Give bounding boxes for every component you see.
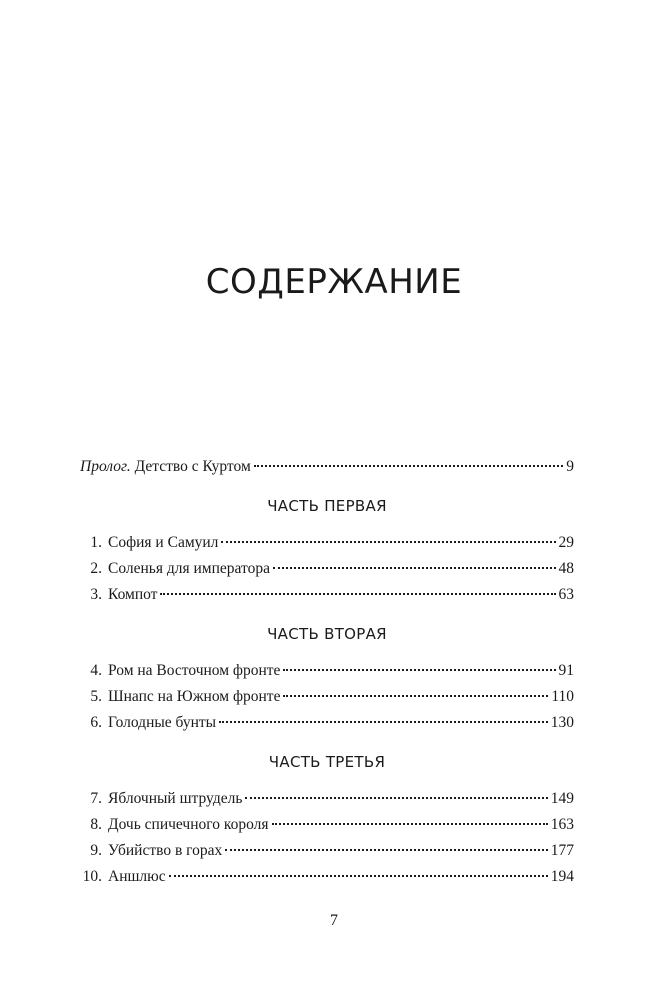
- page-number: 7: [330, 912, 338, 929]
- toc-entry-number: 4.: [90, 662, 102, 679]
- toc-entry-page: 29: [558, 534, 574, 551]
- toc-entry-label: София и Самуил: [108, 534, 219, 551]
- toc-entry-page: 9: [566, 458, 574, 475]
- toc-entry-number: 5.: [90, 688, 102, 705]
- part-heading-2: ЧАСТЬ ВТОРАЯ: [267, 625, 387, 643]
- toc-entry[interactable]: [80, 684, 574, 710]
- prologue-title: Детство с Куртом: [130, 458, 251, 475]
- toc-entry[interactable]: [80, 582, 574, 608]
- toc-entry-page: 177: [550, 842, 574, 859]
- toc-entry-label: Ром на Восточном фронте: [108, 662, 281, 679]
- table-of-contents: [80, 454, 574, 890]
- dot-leader: [273, 567, 556, 569]
- toc-entry-label: Яблочный штрудель: [108, 790, 243, 807]
- toc-entry[interactable]: [80, 786, 574, 812]
- part-heading-1: ЧАСТЬ ПЕРВАЯ: [267, 497, 387, 515]
- dot-leader: [283, 695, 548, 697]
- toc-entry-page: 110: [551, 688, 574, 705]
- toc-entry[interactable]: [80, 812, 574, 838]
- toc-entry-number: 9.: [90, 842, 102, 859]
- toc-entry[interactable]: [80, 838, 574, 864]
- prologue-italic: Пролог.: [80, 458, 131, 475]
- toc-entry[interactable]: [80, 556, 574, 582]
- toc-entry-label: Убийство в горах: [108, 842, 223, 859]
- dot-leader: [225, 849, 547, 851]
- toc-entry-number: 3.: [90, 586, 102, 603]
- toc-entry-number: 6.: [90, 714, 102, 731]
- toc-entry-number: 8.: [90, 816, 102, 833]
- part-heading-3: ЧАСТЬ ТРЕТЬЯ: [268, 753, 386, 771]
- toc-entry[interactable]: [80, 658, 574, 684]
- page-title: СОДЕРЖАНИЕ: [205, 262, 463, 302]
- dot-leader: [272, 823, 548, 825]
- toc-entry-page: 194: [550, 868, 574, 885]
- toc-entry-label: Шнапс на Южном фронте: [108, 688, 281, 705]
- toc-entry-label: Компот: [108, 586, 158, 603]
- toc-entry[interactable]: [80, 864, 574, 890]
- dot-leader: [169, 875, 548, 877]
- toc-entry-label: [80, 454, 251, 480]
- toc-entry-label: Аншлюс: [108, 868, 166, 885]
- dot-leader: [221, 541, 555, 543]
- toc-entry-page: 149: [550, 790, 574, 807]
- toc-entry[interactable]: [80, 530, 574, 556]
- toc-entry-page: 163: [550, 816, 574, 833]
- toc-entry-label: Дочь спичечного короля: [108, 816, 269, 833]
- toc-entry-page: 91: [558, 662, 574, 679]
- toc-entry-number: 2.: [90, 560, 102, 577]
- dot-leader: [245, 797, 547, 799]
- toc-entry-label: Голодные бунты: [108, 714, 217, 731]
- dot-leader: [160, 593, 555, 595]
- toc-entry-page: 63: [558, 586, 574, 603]
- toc-entry-number: 1.: [90, 534, 102, 551]
- dot-leader: [254, 465, 563, 467]
- toc-entry-prologue[interactable]: [80, 454, 574, 480]
- toc-entry-number: 7.: [90, 790, 102, 807]
- toc-entry-number: 10.: [82, 868, 102, 885]
- toc-entry-page: 48: [558, 560, 574, 577]
- toc-entry[interactable]: [80, 710, 574, 736]
- toc-entry-label: Соленья для императора: [108, 560, 270, 577]
- toc-entry-page: 130: [550, 714, 574, 731]
- dot-leader: [219, 721, 548, 723]
- dot-leader: [283, 669, 555, 671]
